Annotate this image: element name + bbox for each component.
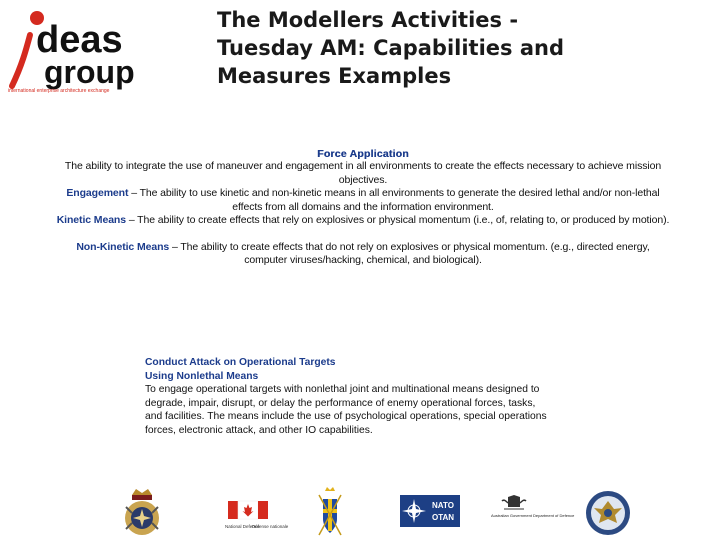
emblems-row xyxy=(0,485,720,540)
title-line-3: Measures Examples xyxy=(217,64,452,88)
definitions-block xyxy=(54,148,672,268)
kinetic-definition xyxy=(54,214,672,228)
canada-caption-left: National Defence xyxy=(225,524,260,529)
logo-tagline: international enterprise architecture exchange xyxy=(8,88,110,94)
slide-title xyxy=(217,6,687,90)
engagement-term: Engagement xyxy=(66,187,129,199)
nato-label: NATO xyxy=(432,501,454,510)
logo-name-bottom: group xyxy=(44,54,135,90)
canada-caption-right: Défense nationale xyxy=(252,524,289,529)
example-text: To engage operational targets with nonlethal joint and multinational means designed to degrade, impair, disrupt, or delay the performance of enemy operational forces, tasks, and facilities. The means include the use of psychological operations, special operations forces, electronic attack, and other IO capabilities. xyxy=(145,384,547,436)
otan-label: OTAN xyxy=(432,513,455,522)
force-application-heading: Force Application xyxy=(317,148,409,160)
example-block xyxy=(145,356,555,437)
nonkinetic-text: – The ability to create effects that do not rely on explosives or physical momentum. (e.g., directed energy, computer viruses/hacking, chemical, and biological). xyxy=(169,240,650,266)
engagement-definition xyxy=(54,187,672,214)
kinetic-term: Kinetic Means xyxy=(56,214,126,226)
swedish-forces-emblem-icon xyxy=(316,485,344,540)
us-dod-seal-icon xyxy=(584,489,632,537)
uk-defence-badge-icon xyxy=(118,485,166,540)
canada-flag-icon xyxy=(222,497,289,539)
force-application-text: The ability to integrate the use of maneuver and engagement in all environments to create the effects necessary to achieve mission objectives. xyxy=(64,160,662,186)
ideas-group-logo xyxy=(0,0,151,95)
kinetic-text: – The ability to create effects that rely on explosives or physical momentum (i.e., of, relating to, or produced by motion). xyxy=(126,214,670,226)
example-heading-line-1: Conduct Attack on Operational Targets xyxy=(145,357,336,368)
example-heading-line-2: Using Nonlethal Means xyxy=(145,370,259,382)
nato-emblem-icon xyxy=(400,495,460,527)
title-line-2: Tuesday AM: Capabilities and xyxy=(217,36,564,60)
engagement-text: – The ability to use kinetic and non-kinetic means in all environments to generate the desired lethal and/or non-lethal effects from all domains and the information environment. xyxy=(128,187,660,213)
title-line-1: The Modellers Activities - xyxy=(217,8,519,32)
logo-name-top: deas xyxy=(36,19,123,61)
nonkinetic-term: Non-Kinetic Means xyxy=(76,240,170,253)
aus-caption: Australian Government Department of Defence xyxy=(491,513,575,518)
australian-defence-crest-icon xyxy=(490,493,575,533)
nonkinetic-definition xyxy=(54,241,672,268)
